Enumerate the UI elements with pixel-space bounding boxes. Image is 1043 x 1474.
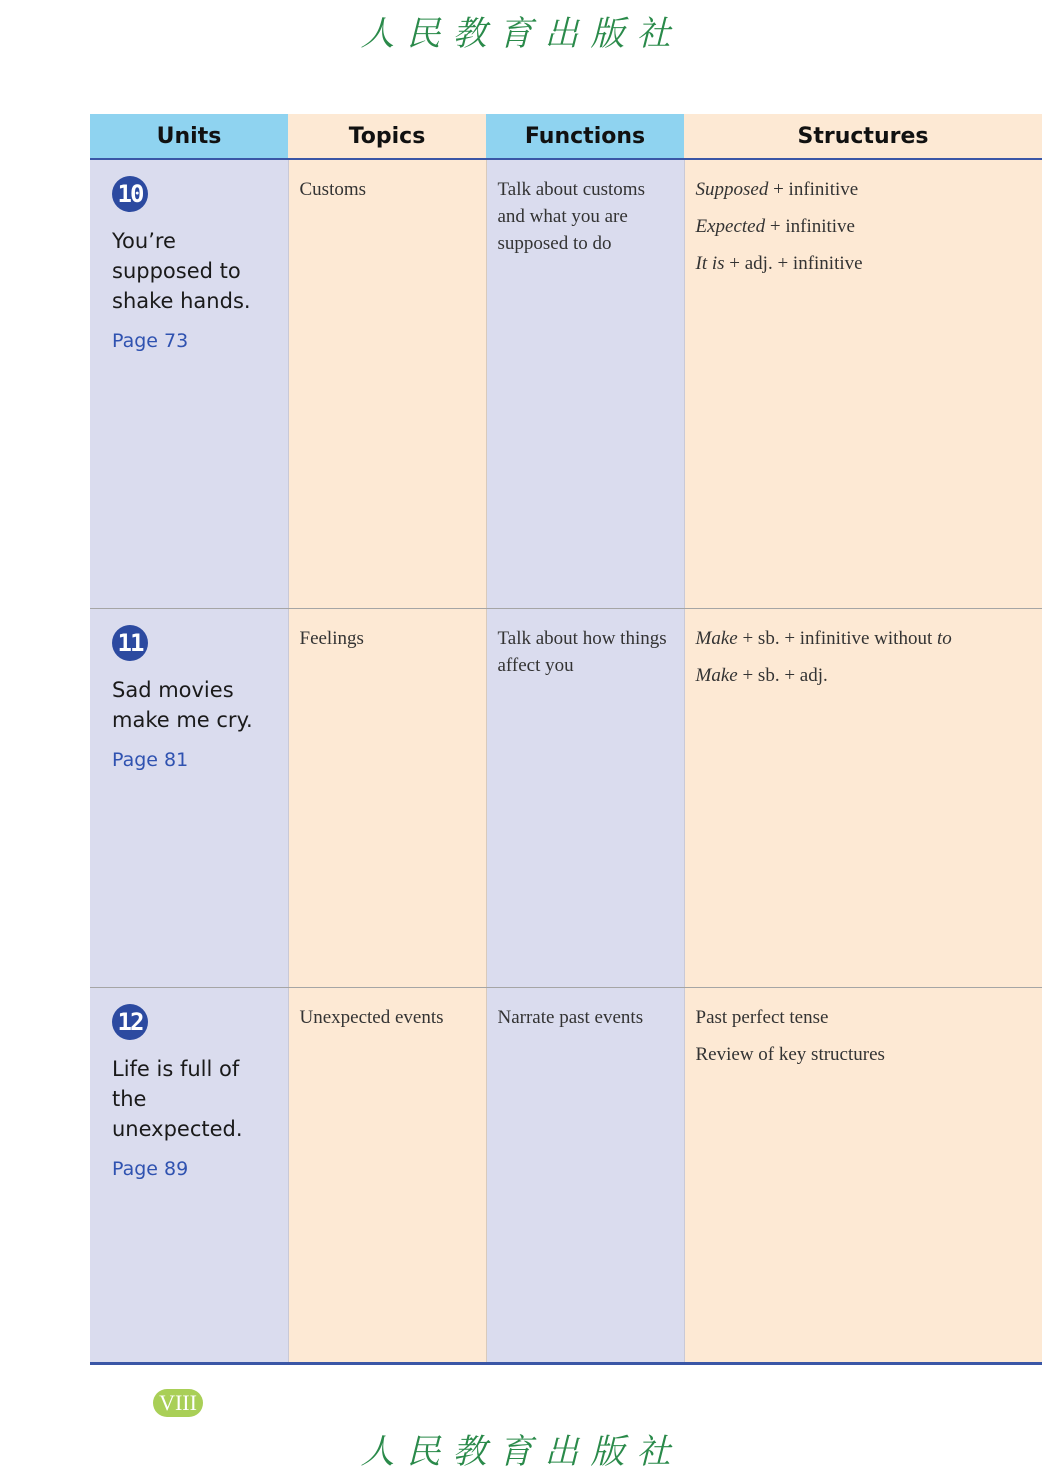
unit-cell xyxy=(90,609,288,988)
function-cell xyxy=(486,988,684,1364)
unit-cell xyxy=(90,988,288,1364)
structure-line: Make + sb. + infinitive without to xyxy=(695,628,952,649)
unit-cell xyxy=(90,159,288,609)
header-units: Units xyxy=(90,114,288,159)
function-text: Talk about customs and what you are supposed to do xyxy=(497,179,645,254)
function-cell xyxy=(486,159,684,609)
unit-number-badge: 10 xyxy=(112,176,148,212)
unit-page-link[interactable]: Page 89 xyxy=(112,1158,189,1180)
table-row xyxy=(90,988,1042,1364)
table-row xyxy=(90,159,1042,609)
function-text: Narrate past events xyxy=(497,1007,644,1028)
structure-line: Past perfect tense xyxy=(695,1007,829,1028)
unit-title: Sad movies make me cry. xyxy=(112,678,253,732)
table-header-row xyxy=(90,114,1042,159)
topic-cell xyxy=(288,988,486,1364)
publisher-name: 人民教育出版社 xyxy=(360,1432,683,1472)
header-structures: Structures xyxy=(684,114,1042,159)
unit-title: You’re supposed to shake hands. xyxy=(112,229,251,313)
unit-title: Life is full of the unexpected. xyxy=(112,1057,243,1141)
function-cell xyxy=(486,609,684,988)
structure-line: Review of key structures xyxy=(695,1044,885,1065)
unit-page-link[interactable]: Page 73 xyxy=(112,330,189,352)
function-text: Talk about how things affect you xyxy=(497,628,667,676)
structure-cell xyxy=(684,609,1042,988)
unit-number-badge: 11 xyxy=(112,625,148,661)
topic-text: Unexpected events xyxy=(299,1007,444,1028)
structure-cell xyxy=(684,988,1042,1364)
topic-text: Feelings xyxy=(299,628,364,649)
header-topics: Topics xyxy=(288,114,486,159)
publisher-logo-top xyxy=(0,6,1043,55)
structure-cell xyxy=(684,159,1042,609)
table-row xyxy=(90,609,1042,988)
publisher-logo-bottom xyxy=(0,1424,1043,1473)
publisher-name: 人民教育出版社 xyxy=(360,14,683,54)
structure-line: Expected + infinitive xyxy=(695,216,855,237)
contents-table xyxy=(90,114,1042,1365)
structure-line: Make + sb. + adj. xyxy=(695,665,828,686)
structure-line: It is + adj. + infinitive xyxy=(695,253,863,274)
unit-page-link[interactable]: Page 81 xyxy=(112,749,189,771)
topic-text: Customs xyxy=(299,179,367,200)
page-number-badge: VIII xyxy=(153,1389,203,1417)
structure-line: Supposed + infinitive xyxy=(695,179,859,200)
topic-cell xyxy=(288,609,486,988)
header-functions: Functions xyxy=(486,114,684,159)
topic-cell xyxy=(288,159,486,609)
unit-number-badge: 12 xyxy=(112,1004,148,1040)
